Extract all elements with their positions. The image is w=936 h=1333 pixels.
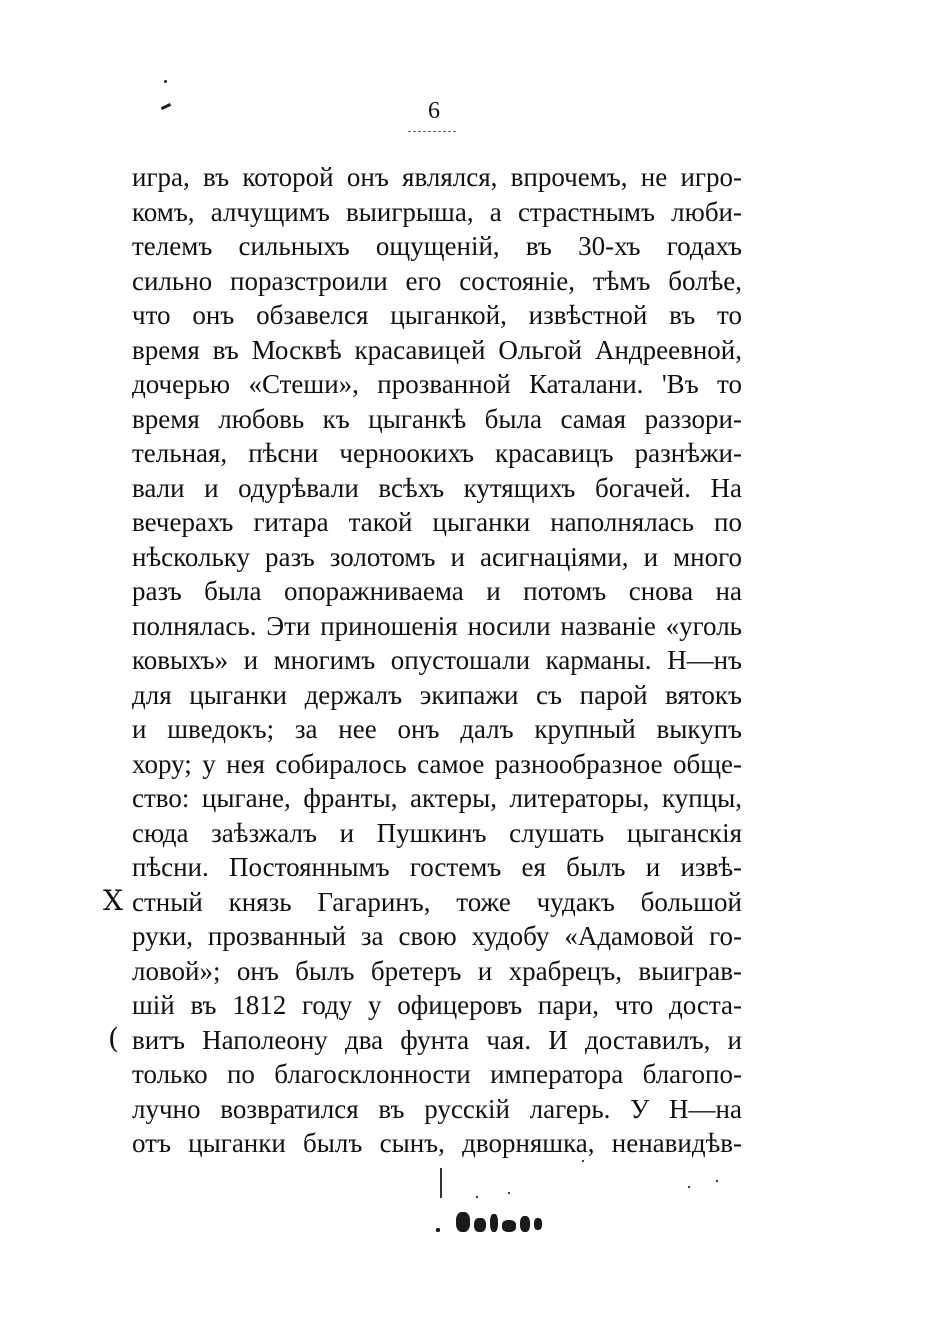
text-line: витъ Наполеону два фунта чая. И доставилъ, и [132, 1024, 742, 1055]
text-line: ство: цыгане, франты, актеры, литераторы, купцы, [132, 783, 742, 813]
margin-dot [164, 80, 167, 83]
text-line: сильно поразстроили его состояніе, тѣмъ болѣе, [132, 265, 742, 296]
text-line: шій въ 1812 году у офицеровъ пари, что доста- [132, 990, 742, 1020]
page-number: 6 [428, 98, 441, 124]
page-number-rule [408, 131, 456, 132]
body-text [132, 160, 742, 1161]
text-line: что онъ обзавелся цыганкой, извѣстной въ то [132, 300, 742, 330]
text-line: дочерью «Стеши», прозванной Каталани. 'Въ то [132, 369, 742, 399]
ink-line [440, 1168, 442, 1198]
text-line: нѣскольку разъ золотомъ и асигнаціями, и много [132, 541, 742, 572]
text-line: хору; у нея собиралось самое разнообразное обще- [132, 748, 742, 779]
text-line: вечерахъ гитара такой цыганки наполнялась по [132, 507, 742, 537]
text-line: время въ Москвѣ красавицей Ольгой Андреевной, [132, 334, 742, 365]
text-line: для цыганки держалъ экипажи съ парой вятокъ [132, 679, 742, 710]
text-line: тельная, пѣсни черноокихъ красавицъ разнѣжи- [132, 438, 742, 468]
text-line: отъ цыганки былъ сынъ, дворняшка, ненавидѣв- [132, 1128, 742, 1158]
text-line: ловой»; онъ былъ бретеръ и храбрецъ, выигрaв- [132, 955, 742, 986]
margin-mark-bracket: ( [108, 1022, 119, 1055]
text-line: сюда заѣзжалъ и Пушкинъ слушать цыганскія [132, 817, 742, 848]
margin-tick [161, 103, 171, 110]
text-line: игра, въ которой онъ являлся, впрочемъ, не игро- [132, 162, 742, 192]
text-line: разъ была опоражниваема и потомъ снова на [132, 576, 742, 606]
margin-mark-cross: Х [103, 884, 123, 917]
text-line: только по благосклонности императора благопо- [132, 1059, 742, 1089]
text-line: полнялась. Эти приношенія носили названіе «уголь [132, 610, 742, 641]
text-line: вали и одурѣвали всѣхъ кутящихъ богачей. На [132, 472, 742, 503]
text-line: комъ, алчущимъ выигрыша, а страстнымъ люби- [132, 196, 742, 227]
text-line: ковыхъ» и многимъ опустошали карманы. Н—нъ [132, 645, 742, 675]
text-line: пѣсни. Постояннымъ гостемъ ея былъ и извѣ- [132, 852, 742, 882]
text-line: и шведокъ; за нее онъ далъ крупный выкупъ [132, 714, 742, 744]
text-line: телемъ сильныхъ ощущеній, въ 30-хъ годахъ [132, 231, 742, 261]
text-line: стный князь Гагаринъ, тоже чудакъ большой [132, 886, 742, 917]
text-line: время любовь къ цыганкѣ была самая раззори- [132, 403, 742, 434]
text-line: лучно возвратился въ русскій лагерь. У Н—на [132, 1093, 742, 1124]
text-line: руки, прозванный за свою худобу «Адамовой го- [132, 921, 742, 951]
